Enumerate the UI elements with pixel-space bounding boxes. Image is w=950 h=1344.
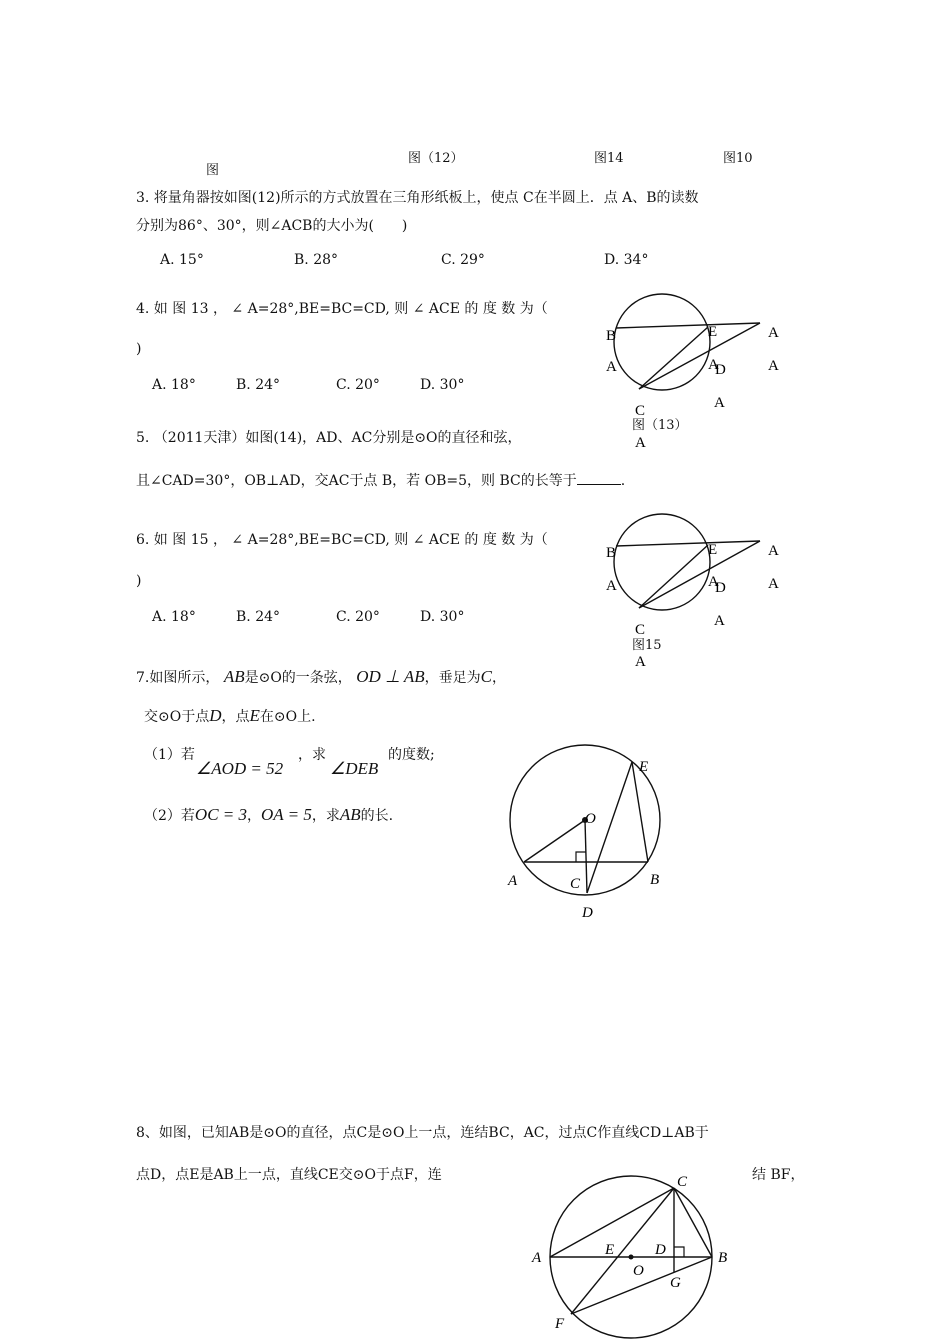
- fig13-label-d: D: [715, 362, 726, 378]
- q7-math-od-ab: OD ⊥ AB: [356, 667, 425, 686]
- fig8-label-g: G: [670, 1275, 681, 1291]
- q7-text-d: ，: [491, 670, 506, 686]
- fig13-label-a3: A: [708, 357, 719, 373]
- q4-line1: 4. 如 图 13 ， ∠ A=28°,BE=BC=CD, 则 ∠ ACE 的 度 数 为（: [136, 301, 548, 317]
- fig7-label-c: C: [570, 876, 581, 892]
- q3-option-b: B. 28°: [294, 252, 339, 268]
- figure-caption-15: 图15: [632, 638, 662, 653]
- q7-part2-oc: OC = 3: [194, 805, 248, 824]
- fig8-label-o: O: [633, 1263, 644, 1279]
- q8-line2-end: 结 BF，: [752, 1167, 805, 1183]
- figure-caption-14: 图14: [594, 151, 624, 166]
- fig15-label-b: B: [606, 545, 617, 561]
- q7-part1-end: 的度数;: [388, 747, 435, 763]
- q3-line2: 分别为86°、30°，则∠ACB的大小为( ): [136, 218, 408, 234]
- q7-text-a: 7.如图所示，: [136, 670, 220, 686]
- q7-text-b: 是⊙O的一条弦，: [244, 670, 352, 686]
- q6-option-c: C. 20°: [336, 609, 380, 625]
- fig8-label-e: E: [605, 1242, 615, 1258]
- q7-math-ab: AB: [223, 667, 245, 686]
- fig13-label-a4: A: [768, 358, 779, 374]
- fig13-label-c: C: [635, 403, 646, 419]
- q7-part1-label: （1）若: [144, 747, 195, 763]
- fig15-label-a4: A: [768, 576, 779, 592]
- q6-line1: 6. 如 图 15 ， ∠ A=28°,BE=BC=CD, 则 ∠ ACE 的 度 数 为（: [136, 532, 548, 548]
- fig8-center-dot: [629, 1255, 634, 1260]
- q4-option-a: A. 18°: [152, 377, 196, 393]
- q3-option-a: A. 15°: [160, 252, 204, 268]
- q7-part2-ab: AB: [339, 805, 361, 824]
- q4-option-c: C. 20°: [336, 377, 380, 393]
- q7-part2-oa: OA = 5: [261, 805, 312, 824]
- q7-part1-ask: ，求: [298, 747, 326, 763]
- fig8-label-a: A: [532, 1250, 542, 1266]
- q5-line2-text: 且∠CAD=30°，OB⊥AD，交AC于点 B，若 OB=5，则 BC的长等于: [136, 473, 577, 489]
- fig15-label-a1: A: [768, 543, 779, 559]
- figure-caption-13: 图（13）: [632, 418, 688, 433]
- fig8-label-d: D: [655, 1242, 666, 1258]
- fig7-label-b: B: [650, 872, 660, 888]
- figure-caption-12: 图（12）: [408, 151, 464, 166]
- figure-caption-10: 图10: [723, 151, 753, 166]
- q3-option-c: C. 29°: [441, 252, 485, 268]
- q6-option-d: D. 30°: [420, 609, 465, 625]
- fig7-label-e: E: [639, 759, 649, 775]
- q7-part1-angle: ∠AOD = 52: [196, 759, 284, 778]
- q4-line2: ): [136, 341, 142, 357]
- q7-part2-sep: ，: [247, 808, 262, 824]
- q7-math-d: D: [209, 706, 222, 725]
- fig15-label-a5: A: [714, 613, 725, 629]
- fig13-label-e: E: [708, 324, 718, 340]
- q7-part2-label: （2）若: [144, 808, 195, 824]
- figure-caption: 图: [206, 163, 220, 178]
- q7-part2-ask: ，求: [311, 808, 340, 824]
- q7-text-g: 在⊙O上.: [259, 709, 316, 725]
- fig8-right-angle-mark: [674, 1247, 684, 1257]
- fig15-label-d: D: [715, 580, 726, 596]
- fig8-label-c: C: [677, 1174, 688, 1190]
- q7-part2-end: 的长.: [360, 808, 394, 824]
- fig13-label-a1: A: [768, 325, 779, 341]
- q8-line2-start: 点D，点E是AB上一点，直线CE交⊙O于点F，连: [136, 1167, 442, 1183]
- fig15-label-a6: A: [635, 654, 646, 670]
- q7-text-f: ，点: [221, 709, 250, 725]
- fig13-label-a5: A: [714, 395, 725, 411]
- fig7-label-o: O: [585, 811, 596, 827]
- fig13-label-b: B: [606, 328, 617, 344]
- q6-option-a: A. 18°: [152, 609, 196, 625]
- fig15-label-a2: A: [606, 578, 617, 594]
- q7-math-e: E: [249, 706, 260, 725]
- q7-part1-target: ∠DEB: [330, 759, 379, 778]
- q7-text-c: ，垂足为: [424, 670, 481, 686]
- fig13-label-a2: A: [606, 359, 617, 375]
- fig15-label-c: C: [635, 622, 646, 638]
- q6-line2: ): [136, 573, 142, 589]
- q3-line1: 3. 将量角器按如图(12)所示的方式放置在三角形纸板上，使点 C在半圆上．点 A、B的读数: [136, 190, 699, 206]
- fig13-label-a6: A: [635, 435, 646, 451]
- q5-line2-end: .: [620, 473, 626, 489]
- q6-option-b: B. 24°: [236, 609, 281, 625]
- q7-math-c: C: [480, 667, 492, 686]
- q7-text-e: 交⊙O于点: [144, 709, 210, 725]
- q4-option-b: B. 24°: [236, 377, 281, 393]
- fig15-label-a3: A: [708, 574, 719, 590]
- q5-line1: 5. （2011天津）如图(14)，AD、AC分别是⊙O的直径和弦，: [136, 430, 522, 446]
- fig7-label-a: A: [508, 873, 518, 889]
- fig15-label-e: E: [708, 542, 718, 558]
- fig8-label-b: B: [718, 1250, 728, 1266]
- fig8-label-f: F: [555, 1316, 565, 1332]
- q4-option-d: D. 30°: [420, 377, 465, 393]
- fig7-label-d: D: [582, 905, 593, 921]
- q8-line1: 8、如图，已知AB是⊙O的直径，点C是⊙O上一点，连结BC，AC，过点C作直线CD⊥AB于: [136, 1125, 709, 1141]
- q3-option-d: D. 34°: [604, 252, 649, 268]
